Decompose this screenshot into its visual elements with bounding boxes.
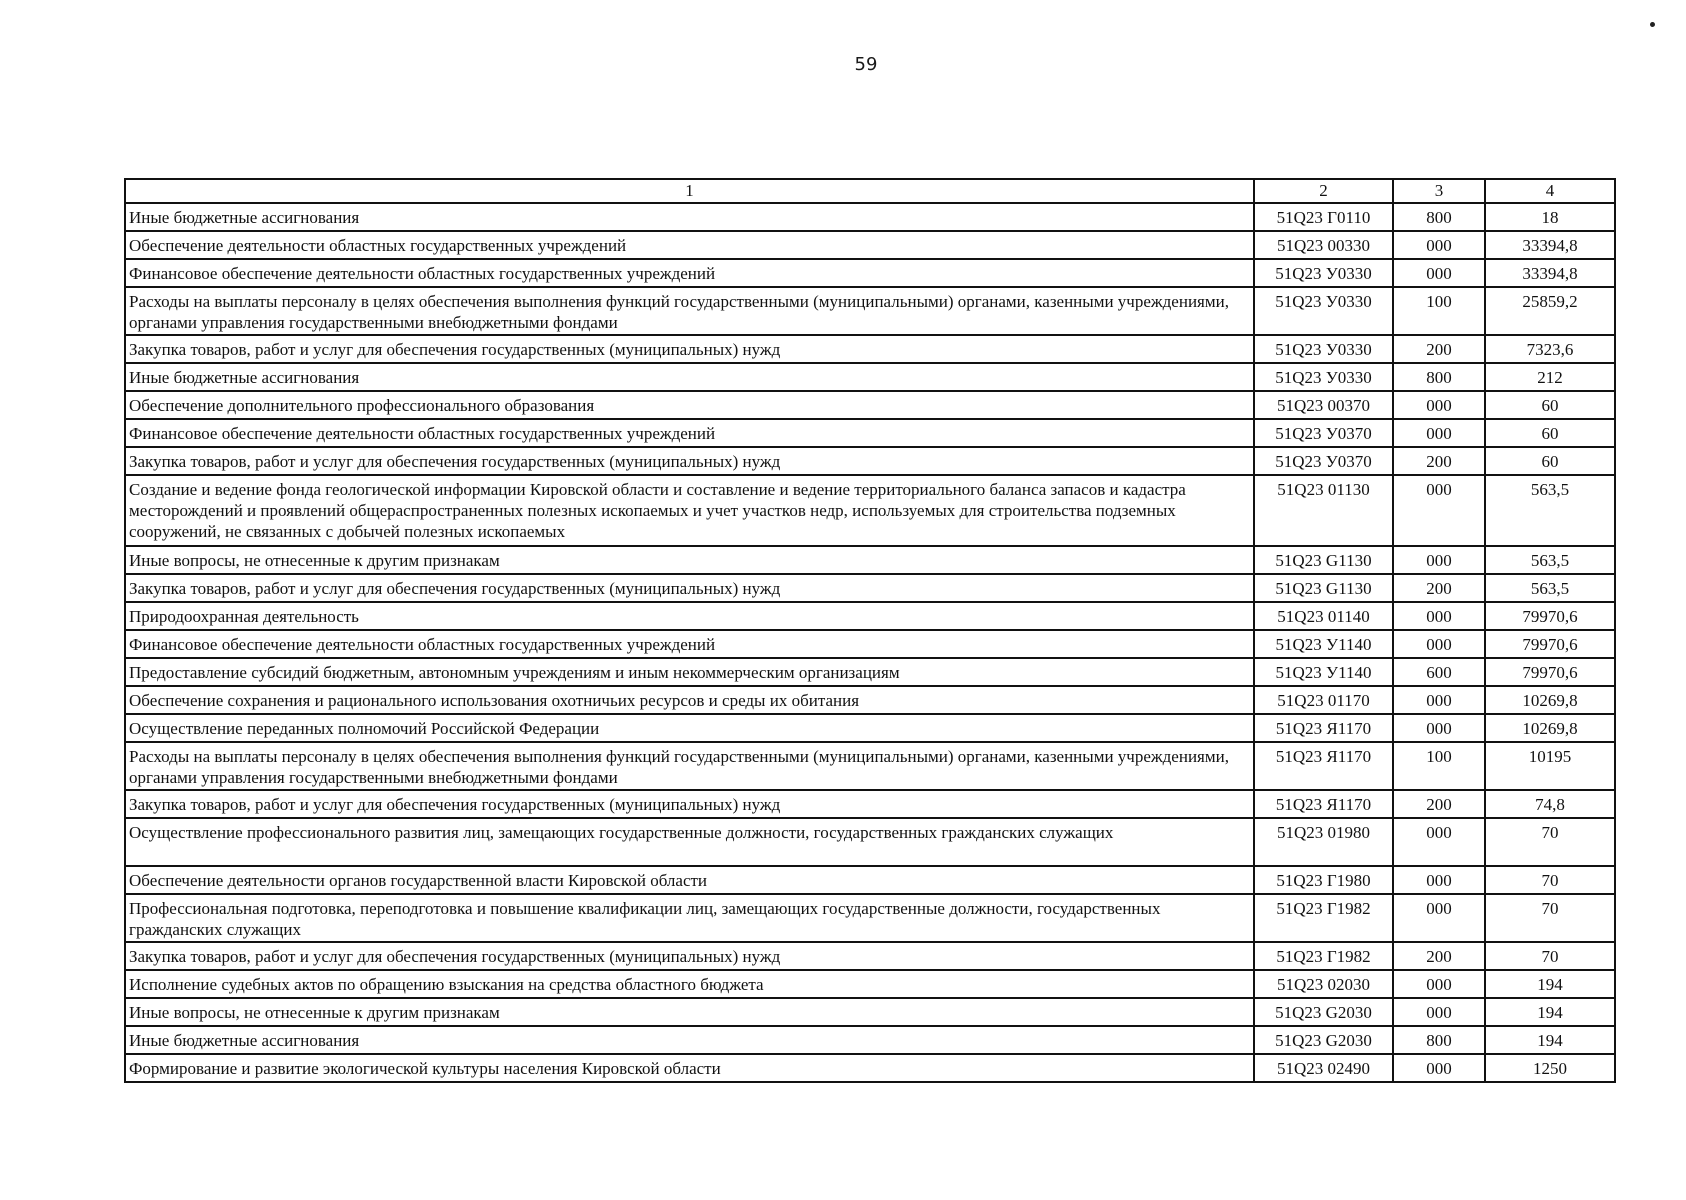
row-code-cell: 51Q23 У0330 [1254,363,1393,391]
row-name-cell: Иные вопросы, не отнесенные к другим признакам [125,998,1254,1026]
row-sum-cell: 60 [1485,391,1615,419]
row-name-cell: Финансовое обеспечение деятельности областных государственных учреждений [125,259,1254,287]
row-sum-cell: 194 [1485,970,1615,998]
row-sum-cell: 18 [1485,203,1615,231]
row-code-cell: 51Q23 У0330 [1254,259,1393,287]
row-type-cell: 000 [1393,391,1485,419]
row-type-cell: 000 [1393,475,1485,546]
row-code-cell: 51Q23 Г1982 [1254,942,1393,970]
column-header-code: 2 [1254,179,1393,203]
row-code-cell: 51Q23 У0330 [1254,335,1393,363]
row-name-cell: Иные вопросы, не отнесенные к другим признакам [125,546,1254,574]
table-row [125,419,1615,447]
table-row [125,447,1615,475]
row-code-cell: 51Q23 01130 [1254,475,1393,546]
row-type-cell: 200 [1393,574,1485,602]
row-code-cell: 51Q23 У0370 [1254,447,1393,475]
row-type-cell: 200 [1393,942,1485,970]
row-name-cell: Предоставление субсидий бюджетным, автономным учреждениям и иным некоммерческим организациям [125,658,1254,686]
row-sum-cell: 25859,2 [1485,287,1615,335]
row-sum-cell: 194 [1485,1026,1615,1054]
row-type-cell: 000 [1393,866,1485,894]
table-row [125,574,1615,602]
row-name-cell: Закупка товаров, работ и услуг для обеспечения государственных (муниципальных) нужд [125,335,1254,363]
row-sum-cell: 10269,8 [1485,714,1615,742]
row-type-cell: 000 [1393,686,1485,714]
row-name-cell: Осуществление переданных полномочий Российской Федерации [125,714,1254,742]
table-row [125,658,1615,686]
row-type-cell: 000 [1393,714,1485,742]
table-row [125,475,1615,546]
row-type-cell: 800 [1393,1026,1485,1054]
table-row [125,998,1615,1026]
row-sum-cell: 70 [1485,942,1615,970]
row-name-cell: Финансовое обеспечение деятельности областных государственных учреждений [125,419,1254,447]
row-sum-cell: 563,5 [1485,574,1615,602]
table-row [125,866,1615,894]
row-code-cell: 51Q23 01140 [1254,602,1393,630]
row-code-cell: 51Q23 G2030 [1254,998,1393,1026]
table-row [125,1026,1615,1054]
table-row [125,686,1615,714]
row-name-cell: Обеспечение дополнительного профессионального образования [125,391,1254,419]
table-row [125,335,1615,363]
row-code-cell: 51Q23 02030 [1254,970,1393,998]
row-name-cell: Осуществление профессионального развития лиц, замещающих государственные должности, государственных гражданских служащих [125,818,1254,866]
row-code-cell: 51Q23 У1140 [1254,658,1393,686]
table-row [125,546,1615,574]
row-type-cell: 100 [1393,742,1485,790]
row-sum-cell: 7323,6 [1485,335,1615,363]
row-type-cell: 000 [1393,259,1485,287]
row-sum-cell: 79970,6 [1485,602,1615,630]
row-name-cell: Создание и ведение фонда геологической информации Кировской области и составление и ведение территориального баланса запасов и кадастра месторождений и проявлений общераспространенных полезных ископаемых и учет участков недр, используемых для строительства подземных сооружений, не связанных с добычей полезных ископаемых [125,475,1254,546]
table-row [125,818,1615,866]
table-row [125,203,1615,231]
row-sum-cell: 79970,6 [1485,658,1615,686]
row-sum-cell: 10269,8 [1485,686,1615,714]
column-header-sum: 4 [1485,179,1615,203]
row-sum-cell: 60 [1485,419,1615,447]
row-code-cell: 51Q23 Г1982 [1254,894,1393,942]
row-type-cell: 000 [1393,419,1485,447]
row-sum-cell: 74,8 [1485,790,1615,818]
row-code-cell: 51Q23 У1140 [1254,630,1393,658]
row-type-cell: 000 [1393,231,1485,259]
row-sum-cell: 60 [1485,447,1615,475]
row-code-cell: 51Q23 01170 [1254,686,1393,714]
row-name-cell: Природоохранная деятельность [125,602,1254,630]
table-row [125,287,1615,335]
table-row [125,363,1615,391]
row-sum-cell: 33394,8 [1485,231,1615,259]
row-code-cell: 51Q23 У0370 [1254,419,1393,447]
row-code-cell: 51Q23 У0330 [1254,287,1393,335]
row-type-cell: 000 [1393,894,1485,942]
table-row [125,259,1615,287]
row-type-cell: 100 [1393,287,1485,335]
row-name-cell: Обеспечение сохранения и рационального использования охотничьих ресурсов и среды их обитания [125,686,1254,714]
table-row [125,391,1615,419]
table-row [125,790,1615,818]
row-type-cell: 800 [1393,363,1485,391]
row-type-cell: 000 [1393,998,1485,1026]
row-code-cell: 51Q23 Я1170 [1254,714,1393,742]
row-type-cell: 600 [1393,658,1485,686]
row-name-cell: Иные бюджетные ассигнования [125,1026,1254,1054]
table-row [125,602,1615,630]
row-type-cell: 000 [1393,970,1485,998]
row-code-cell: 51Q23 00330 [1254,231,1393,259]
row-type-cell: 800 [1393,203,1485,231]
row-code-cell: 51Q23 00370 [1254,391,1393,419]
row-name-cell: Исполнение судебных актов по обращению взыскания на средства областного бюджета [125,970,1254,998]
row-sum-cell: 70 [1485,818,1615,866]
row-type-cell: 000 [1393,818,1485,866]
table-row [125,942,1615,970]
row-type-cell: 000 [1393,630,1485,658]
row-code-cell: 51Q23 Я1170 [1254,790,1393,818]
row-name-cell: Формирование и развитие экологической культуры населения Кировской области [125,1054,1254,1082]
row-sum-cell: 70 [1485,894,1615,942]
scan-speck [1650,22,1655,27]
row-name-cell: Закупка товаров, работ и услуг для обеспечения государственных (муниципальных) нужд [125,790,1254,818]
table-row [125,231,1615,259]
row-sum-cell: 563,5 [1485,475,1615,546]
table-header [125,179,1615,203]
column-header-type: 3 [1393,179,1485,203]
row-type-cell: 000 [1393,602,1485,630]
row-sum-cell: 1250 [1485,1054,1615,1082]
row-name-cell: Расходы на выплаты персоналу в целях обеспечения выполнения функций государственными (муниципальными) органами, казенными учреждениями, органами управления государственными внебюджетными фондами [125,742,1254,790]
table-row [125,714,1615,742]
budget-table [124,178,1616,1083]
row-sum-cell: 70 [1485,866,1615,894]
row-sum-cell: 212 [1485,363,1615,391]
row-sum-cell: 33394,8 [1485,259,1615,287]
column-header-name: 1 [125,179,1254,203]
row-type-cell: 000 [1393,1054,1485,1082]
row-name-cell: Финансовое обеспечение деятельности областных государственных учреждений [125,630,1254,658]
table-body [125,203,1615,1082]
row-name-cell: Закупка товаров, работ и услуг для обеспечения государственных (муниципальных) нужд [125,447,1254,475]
row-type-cell: 200 [1393,447,1485,475]
row-code-cell: 51Q23 G2030 [1254,1026,1393,1054]
row-code-cell: 51Q23 Г1980 [1254,866,1393,894]
table-row [125,894,1615,942]
row-code-cell: 51Q23 Я1170 [1254,742,1393,790]
row-name-cell: Иные бюджетные ассигнования [125,363,1254,391]
header-row [125,179,1615,203]
row-name-cell: Профессиональная подготовка, переподготовка и повышение квалификации лиц, замещающих государственные должности, государственных гражданских служащих [125,894,1254,942]
row-code-cell: 51Q23 Г0110 [1254,203,1393,231]
table-row [125,742,1615,790]
row-name-cell: Закупка товаров, работ и услуг для обеспечения государственных (муниципальных) нужд [125,942,1254,970]
row-sum-cell: 79970,6 [1485,630,1615,658]
row-code-cell: 51Q23 G1130 [1254,574,1393,602]
row-name-cell: Закупка товаров, работ и услуг для обеспечения государственных (муниципальных) нужд [125,574,1254,602]
row-name-cell: Иные бюджетные ассигнования [125,203,1254,231]
row-code-cell: 51Q23 01980 [1254,818,1393,866]
row-type-cell: 000 [1393,546,1485,574]
row-name-cell: Обеспечение деятельности областных государственных учреждений [125,231,1254,259]
table-row [125,1054,1615,1082]
row-code-cell: 51Q23 G1130 [1254,546,1393,574]
table-row [125,630,1615,658]
row-type-cell: 200 [1393,790,1485,818]
row-name-cell: Расходы на выплаты персоналу в целях обеспечения выполнения функций государственными (муниципальными) органами, казенными учреждениями, органами управления государственными внебюджетными фондами [125,287,1254,335]
row-sum-cell: 10195 [1485,742,1615,790]
row-name-cell: Обеспечение деятельности органов государственной власти Кировской области [125,866,1254,894]
row-sum-cell: 563,5 [1485,546,1615,574]
row-sum-cell: 194 [1485,998,1615,1026]
table-row [125,970,1615,998]
row-code-cell: 51Q23 02490 [1254,1054,1393,1082]
page-number: 59 [854,54,878,75]
row-type-cell: 200 [1393,335,1485,363]
